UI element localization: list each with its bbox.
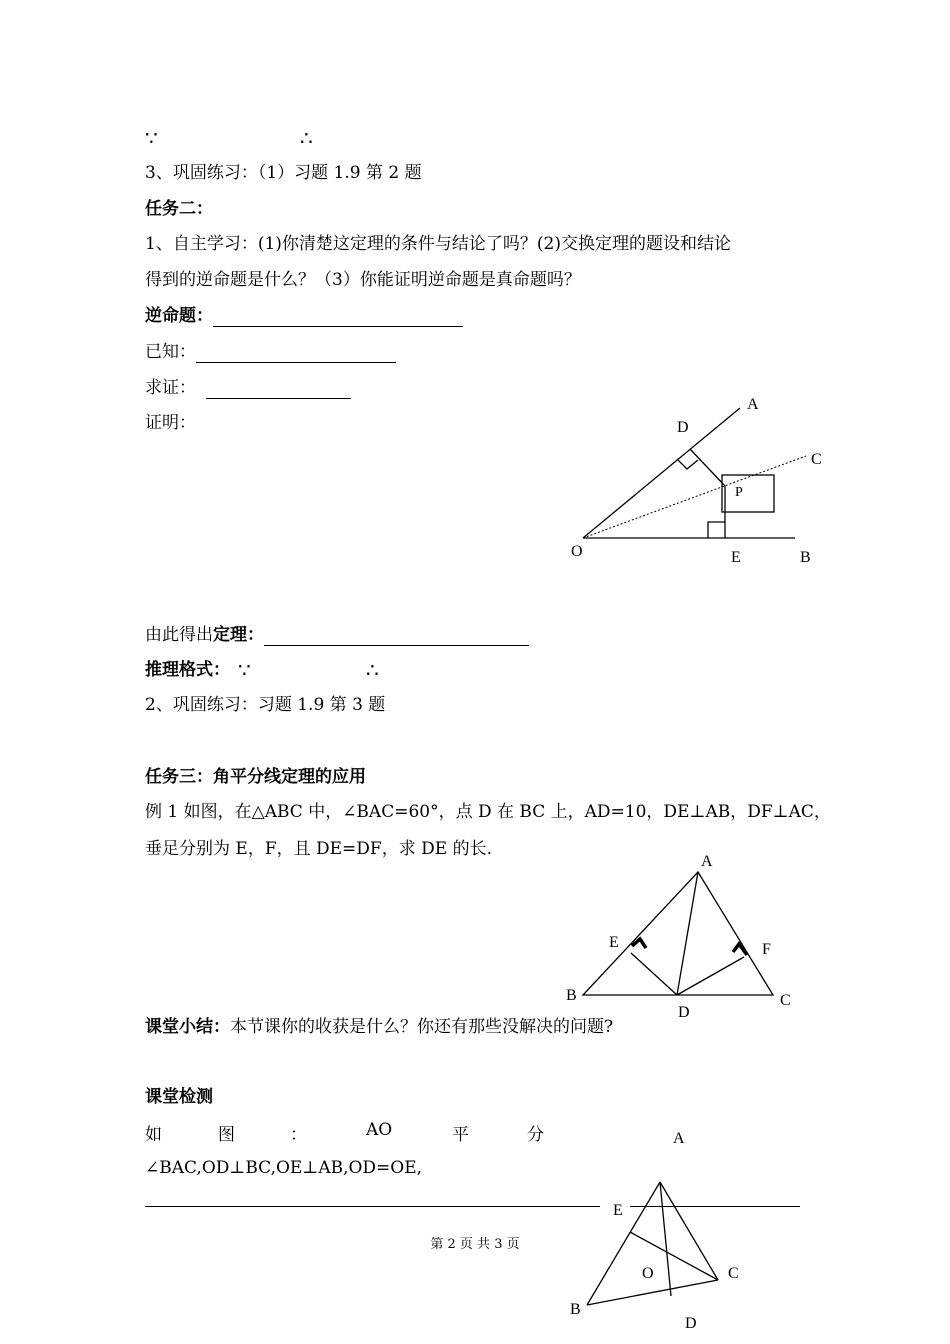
fig3-label-e: E: [613, 1202, 623, 1219]
because-symbol: ∵: [145, 126, 158, 150]
fig2-label-d: D: [678, 1004, 690, 1021]
because-symbol-2: ∵: [238, 658, 251, 682]
fig3-label-o: O: [642, 1265, 654, 1282]
test-word-5: 平: [452, 1125, 469, 1145]
proof-label: 证明：: [145, 413, 196, 433]
test-title: 课堂检测: [145, 1087, 213, 1107]
fig3-label-d: D: [685, 1315, 697, 1332]
segment-df: [677, 957, 744, 995]
fig1-label-e: E: [731, 549, 741, 566]
fig1-label-o: O: [571, 543, 583, 560]
example1-line-1: 例 1 如图，在△ABC 中，∠BAC=60°，点 D 在 BC 上，AD=10，DE⊥AB，DF⊥AC，: [145, 802, 831, 822]
ray-oa: [583, 408, 740, 538]
fig2-label-f: F: [762, 941, 771, 958]
conclude-prefix: 由此得出: [145, 625, 213, 645]
fig2-label-b: B: [566, 987, 577, 1004]
task3-title: 任务三：角平分线定理的应用: [145, 767, 366, 787]
self-study-line-2: 得到的逆命题是什么？（3）你能证明逆命题是真命题吗？: [145, 270, 581, 290]
self-study-line-1: 1、自主学习：(1)你清楚这定理的条件与结论了吗？(2)交换定理的题设和结论: [145, 234, 731, 254]
fig1-label-c: C: [811, 451, 822, 468]
segment-de: [631, 953, 677, 995]
therefore-symbol-2: ∴: [366, 658, 379, 682]
converse-label: 逆命题：: [145, 306, 213, 326]
example1-line-2: 垂足分别为 E，F，且 DE=DF，求 DE 的长.: [145, 839, 492, 859]
right-angle-e: [708, 522, 725, 538]
summary-label: 课堂小结：: [145, 1017, 230, 1037]
test-word-3: ：: [290, 1125, 307, 1145]
right-angle-f2: [733, 944, 747, 955]
fig3-label-b: B: [570, 1301, 581, 1318]
fig3-label-a: A: [673, 1130, 685, 1147]
fig3-label-c: C: [728, 1265, 739, 1282]
given-label: 已知：: [145, 342, 196, 362]
page-footer: 第 2 页 共 3 页: [430, 1237, 520, 1252]
practice-2: 2、巩固练习：习题 1.9 第 3 题: [145, 695, 386, 715]
right-angle-d: [677, 459, 698, 469]
theorem-label: 定理：: [213, 625, 264, 645]
side-ac3: [660, 1182, 718, 1280]
test-word-1: 如: [145, 1125, 162, 1145]
reasoning-label: 推理格式：: [145, 660, 230, 680]
point-p-box: [722, 475, 774, 512]
fig1-label-d: D: [677, 419, 689, 436]
fig2-label-c: C: [780, 992, 791, 1009]
bisector-oc: [583, 456, 806, 538]
fig1-label-b: B: [800, 549, 811, 566]
test-word-2: 图: [218, 1125, 235, 1145]
test-word-6: 分: [527, 1125, 544, 1145]
fig2-label-a: A: [701, 853, 713, 870]
fig1-label-p: P: [735, 485, 743, 500]
fig1-label-a: A: [747, 396, 759, 413]
segment-pd: [690, 449, 725, 486]
prove-label: 求证：: [145, 378, 196, 398]
side-bc3: [587, 1280, 718, 1305]
task2-title: 任务二：: [145, 199, 213, 219]
test-word-4: AO: [366, 1120, 393, 1140]
therefore-symbol: ∴: [300, 126, 313, 150]
summary-text: 本节课你的收获是什么？你还有那些没解决的问题?: [230, 1017, 614, 1037]
fig2-label-e: E: [609, 934, 619, 951]
test-line-2: ∠BAC,OD⊥BC,OE⊥AB,OD=OE,: [145, 1158, 423, 1178]
practice-1: 3、巩固练习：（1）习题 1.9 第 2 题: [145, 163, 422, 183]
segment-ao3: [660, 1182, 671, 1296]
figure-angle-bisector: [583, 408, 806, 538]
